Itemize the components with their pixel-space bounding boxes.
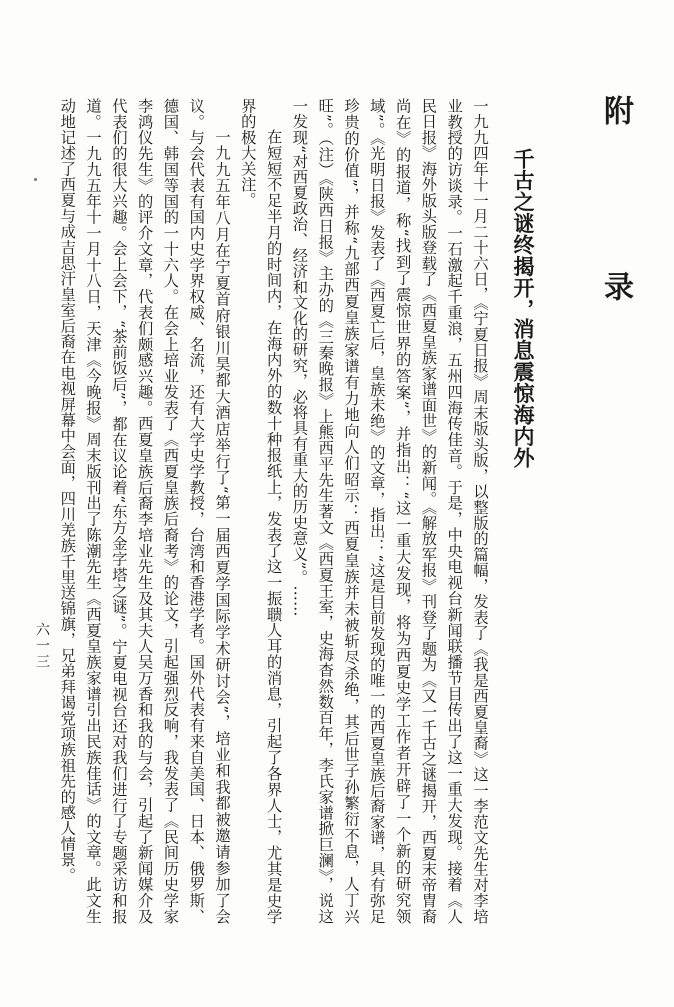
appendix-heading: 附 录 <box>598 95 633 359</box>
article-title-sub: 消息震惊海内外 <box>511 318 536 469</box>
article-body <box>53 98 492 924</box>
article-title-main: 千古之谜终揭开， <box>511 148 536 320</box>
paragraph-3: 一九九五年八月在宁夏首府银川昊都大酒店举行了“第一届西夏学国际学术研讨会”，培业和我都被邀请参加了会议。与会代表有国内史学界权威、名流，还有大学史学教授，台湾和香港学者。国外代表有来自美国、日本、俄罗斯、德国、韩国等国的一十六人。在会上培业发表了《西夏皇族后裔考》的论文，引起强烈反响，我发表了《民间历史学家李鸿仪先生》的评介文章，代表们颇感兴趣。西夏皇族后裔李培业先生及其夫人吴万香和我的与会，引起了新闻媒介及代表们的很大兴趣。会上会下，“茶前饭后”，都在议论着“东方金字塔之谜”。宁夏电视台还对我们进行了专题采访和报道。一九九五年十一月十八日，天津《今晚报》周末版刊出了陈潮先生《西夏皇族家谱引出民族佳话》的文章。此文生动地记述了西夏与成吉思汗皇室后裔在电视屏幕中会面，四川羌族千里送锦旗，兄弟拜谒党项族祖先的感人情景。 <box>58 98 232 924</box>
paragraph-1: 一九九四年十一月二十六日，《宁夏日报》周末版头版，以整版的篇幅，发表了《我是西夏皇裔》这一李范文先生对李培业教授的访谈录。一石激起千重浪，五州四海传佳音。于是，中央电视台新闻联播节目传出了这一重大发现。接着《人民日报》海外版头版登载了《西夏皇族家谱面世》的新闻。《解放军报》刊登了题为《又一千古之谜揭开，西夏末帝胄裔尚在》的报道，称“找到了震惊世界的答案”，并指出：“这一重大发现，将为西夏史学工作者开辟了一个新的研究领域”。《光明日报》发表了《西夏亡后，皇族未绝》的文章，指出：“这是目前发现的唯一的西夏皇族后裔家谱，具有弥足珍贵的价值”，并称“九部西夏皇族家谱有力地向人们昭示：西夏皇族并未被斩尽杀绝，其后世子孙繁衍不息，人丁兴旺”。（注）《陕西日报》主办的《三秦晚报》上熊西平先生著文《西夏王室，史海杳然数百年，李氏家谱掀巨澜》，说这一发现“对西夏政治、经济和文化的研究，必将具有重大的历史意义”。…… <box>290 98 489 924</box>
paragraph-2: 在短短不足半月的时间内，在海内外的数十种报纸上，发表了这一振聩人耳的消息，引起了各界人士，尤其是史学界的极大关注。 <box>238 98 283 924</box>
page-number: 六一三 <box>34 622 50 670</box>
stray-mark <box>34 178 37 181</box>
